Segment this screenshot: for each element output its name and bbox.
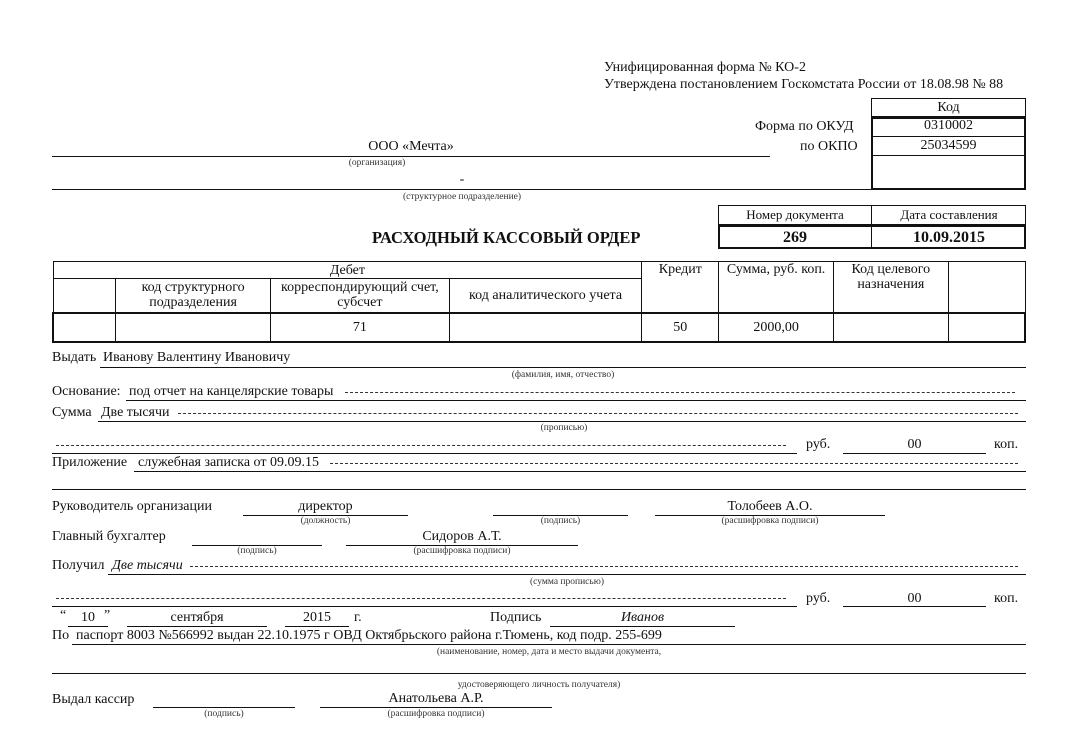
received-rub-label: руб. — [806, 591, 831, 606]
issue-caption: (фамилия, имя, отчество) — [511, 370, 615, 380]
okud-label: Форма по ОКУД — [755, 119, 854, 134]
sign-value: Иванов — [620, 610, 665, 625]
received-value: Две тысячи — [112, 558, 183, 573]
passport-caption-1: (наименование, номер, дата и место выдачи документа, — [436, 647, 662, 657]
year-value: 2015 — [303, 610, 331, 625]
basis-label: Основание: — [52, 384, 121, 399]
organization-name: ООО «Мечта» — [368, 139, 454, 154]
dept-code-header: код структурного подразделения — [116, 279, 271, 313]
cashier-name: Анатольева А.Р. — [388, 691, 484, 706]
kop-value: 00 — [907, 437, 922, 452]
purpose-header: Код целевого назначения — [833, 262, 948, 313]
received-kop-label: коп. — [994, 591, 1019, 606]
kop-label: коп. — [994, 437, 1019, 452]
attachment-label: Приложение — [52, 455, 128, 470]
organization-caption: (организация) — [348, 158, 406, 168]
year-suffix: г. — [354, 610, 362, 625]
row-dept-code — [116, 313, 271, 342]
received-caption: (сумма прописью) — [530, 577, 604, 587]
row-empty — [948, 313, 1025, 342]
corr-account-header: корреспондирующий счет, субсчет — [270, 279, 449, 313]
month-value: сентября — [170, 610, 224, 625]
blank-subheader — [53, 279, 116, 313]
doc-number: 269 — [783, 229, 807, 246]
received-label: Получил — [52, 558, 105, 573]
head-signature-caption: (подпись) — [540, 516, 581, 526]
code-header: Код — [937, 100, 960, 115]
basis-value: под отчет на канцелярские товары — [129, 384, 334, 399]
okpo-label: по ОКПО — [800, 139, 858, 154]
row-blank — [53, 313, 116, 342]
quote-close: ” — [104, 608, 111, 623]
issue-label: Выдать — [52, 350, 97, 365]
passport-value: паспорт 8003 №566992 выдан 22.10.1975 г ОВД Октябрьского района г.Тюмень, код подр. 255-699 — [76, 628, 662, 643]
okud-value: 0310002 — [924, 118, 973, 133]
accountant-name: Сидоров А.Т. — [422, 529, 502, 544]
head-position: директор — [298, 499, 353, 514]
doc-number-label: Номер документа — [746, 207, 844, 222]
cashier-label: Выдал кассир — [52, 692, 135, 707]
debit-header: Дебет — [53, 262, 642, 279]
row-analytic — [449, 313, 642, 342]
okpo-value: 25034599 — [920, 138, 977, 153]
accounting-table — [52, 261, 1026, 343]
sum-value: Две тысячи — [101, 405, 170, 420]
form-type-line: Унифицированная форма № КО-2 — [604, 60, 806, 75]
head-position-caption: (должность) — [300, 516, 351, 526]
analytic-code-header: код аналитического учета — [449, 279, 642, 313]
cashier-signature-caption: (подпись) — [204, 709, 244, 719]
cashier-decode-caption: (расшифровка подписи) — [387, 709, 485, 719]
document-title: РАСХОДНЫЙ КАССОВЫЙ ОРДЕР — [372, 228, 641, 247]
sum-caption: (прописью) — [540, 423, 588, 433]
row-sum: 2000,00 — [719, 313, 834, 342]
sign-label: Подпись — [490, 610, 542, 625]
sum-label: Сумма — [52, 405, 92, 420]
rub-label: руб. — [806, 437, 831, 452]
department-caption: (структурное подразделение) — [402, 192, 522, 202]
row-credit: 50 — [642, 313, 719, 342]
head-decode-caption: (расшифровка подписи) — [721, 516, 819, 526]
row-corr-account: 71 — [270, 313, 449, 342]
attachment-value: служебная записка от 09.09.15 — [138, 455, 319, 470]
doc-date-label: Дата составления — [900, 207, 998, 222]
doc-date: 10.09.2015 — [913, 229, 985, 246]
by-label: По — [52, 628, 70, 643]
head-label: Руководитель организации — [52, 499, 212, 514]
accountant-label: Главный бухгалтер — [52, 529, 166, 544]
accountant-signature-caption: (подпись) — [237, 546, 277, 556]
day-value: 10 — [81, 610, 95, 625]
passport-caption-2: удостоверяющего личность получателя) — [457, 680, 621, 690]
accountant-decode-caption: (расшифровка подписи) — [413, 546, 511, 556]
issue-value: Иванову Валентину Ивановичу — [103, 350, 291, 365]
credit-header: Кредит — [642, 262, 719, 313]
department-name: - — [459, 172, 465, 187]
received-kop-value: 00 — [907, 591, 922, 606]
quote-open: “ — [60, 608, 67, 623]
row-purpose — [833, 313, 948, 342]
sum-header: Сумма, руб. коп. — [719, 262, 834, 313]
approval-line: Утверждена постановлением Госкомстата России от 18.08.98 № 88 — [604, 77, 1004, 92]
table-row — [53, 313, 1025, 342]
code-header-cell — [871, 98, 1026, 117]
head-name: Толобеев А.О. — [727, 499, 813, 514]
empty-header — [948, 262, 1025, 313]
